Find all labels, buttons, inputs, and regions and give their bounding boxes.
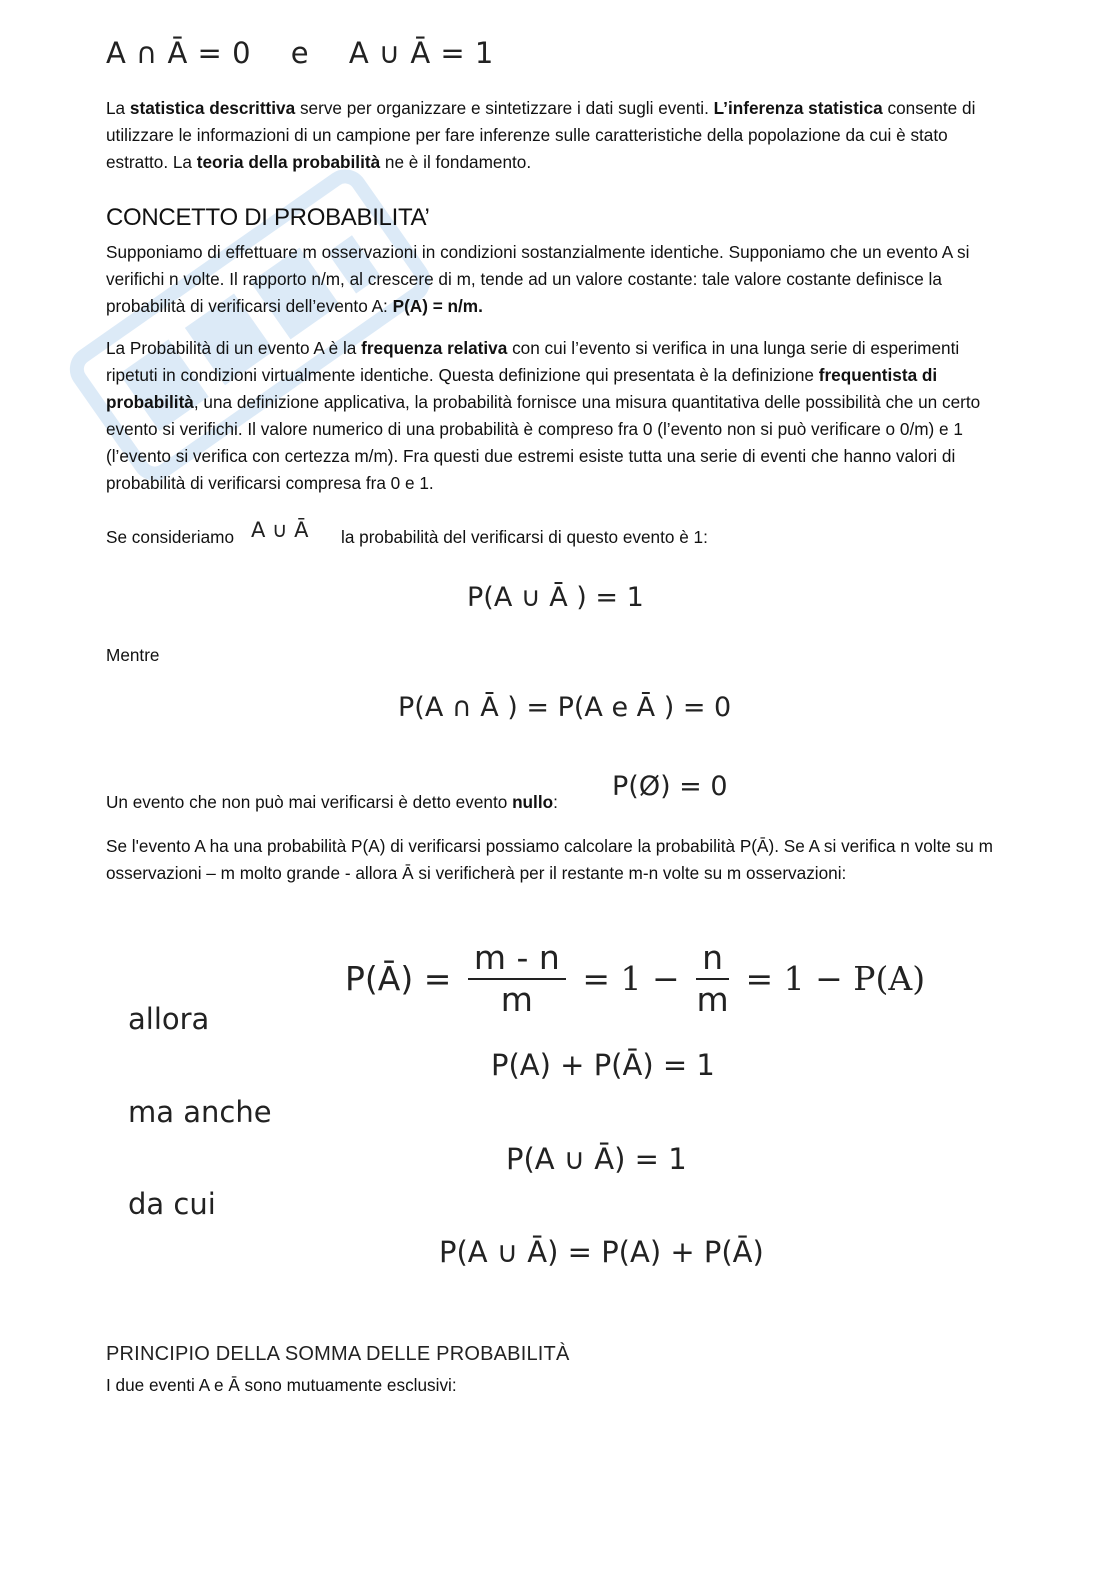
paragraph-complement: Se l'evento A ha una probabilità P(A) di verificarsi possiamo calcolare la probabilità P(Ā). Se A si verifica n volte su m osservazioni – m molto grande - allora Ā si verificherà per il restante m-n volte su m osservazioni: [106,836,993,883]
fraction-1-numerator: m - n [468,940,566,980]
frequentist-text-2: con cui l’evento si verifica in una lunga serie di esperimenti ripetuti in condizioni virtualmente identiche. Questa definizione qui presentata è la definizione [106,338,960,385]
frequentist-text-1: La Probabilità di un evento A è la [106,338,362,358]
top-formula [106,36,494,70]
equation-union-equals-sum: P(A ∪ Ā) = P(A) + P(Ā) [439,1235,764,1269]
derivation-fraction-formula [345,940,925,1018]
fraction-2-numerator: n [696,940,729,980]
intro-bold-3: teoria della probabilità [196,152,381,172]
top-formula-connector: e [290,36,310,70]
intro-text-1: La [106,98,130,118]
null-event-text [106,792,558,813]
section-heading-probability-concept: CONCETTO DI PROBABILITA’ [106,204,430,231]
equation-union-equals-one: P(A ∪ Ā) = 1 [506,1142,687,1176]
consider-text-2: la probabilità del verificarsi di questo evento è 1: [341,527,708,547]
paragraph-mutually-exclusive: I due eventi A e Ā sono mutuamente esclusivi: [106,1375,457,1395]
fraction-m-minus-n-over-m [468,940,566,1018]
paragraph-consider-union [106,518,1006,558]
null-event-colon: : [553,792,558,812]
intro-bold-2: L’inferenza statistica [713,98,883,118]
word-allora: allora [128,1002,210,1036]
consider-text-1: Se consideriamo [106,527,235,547]
frequentist-bold-1: frequenza relativa [361,338,508,358]
paragraph-frequentist [106,335,1006,497]
intro-bold-1: statistica descrittiva [129,98,296,118]
intro-text-4: ne è il fondamento. [380,152,532,172]
inline-union-formula: A ∪ Ā [251,518,309,542]
frequentist-text-3: , una definizione applicativa, la probabilità fornisce una misura quantitativa delle possibilità che un certo evento si verifichi. Il valore numerico di una probabilità è compreso fra 0 (l’evento non si può verificare o 0/m) e 1 (l’evento si verifica con certezza m/m). Fra questi due estremi esiste tutta una serie di eventi che hanno valori di probabilità di verificarsi compresa fra 0 e 1. [106,392,981,493]
fraction-1-denominator: m [500,980,533,1019]
intro-text-3: consente di utilizzare le informazioni di un campione per fare inferenze sulle caratteristiche della popolazione da cui è stato estratto. La [106,98,976,172]
null-event-text-1: Un evento che non può mai verificarsi è detto evento [106,792,513,812]
formula-intersection-probability: P(A ∩ Ā ) = P(A e Ā ) = 0 [398,692,732,723]
word-da-cui: da cui [128,1187,216,1221]
formula-union-probability: P(A ∪ Ā ) = 1 [467,582,644,613]
fraction-2-denominator: m [696,980,729,1019]
paragraph-definition [106,239,1006,320]
top-formula-left: A ∩ Ā = 0 [106,36,252,70]
derivation-middle: = 1 − [582,959,680,998]
equation-sum-equals-one: P(A) + P(Ā) = 1 [491,1048,715,1082]
paragraph-null-event [106,770,1006,820]
text-mentre: Mentre [106,645,160,665]
null-event-formula: P(Ø) = 0 [612,771,728,802]
fraction-n-over-m [696,940,729,1018]
intro-text-2: serve per organizzare e sintetizzare i dati sugli eventi. [295,98,714,118]
derivation-rhs: = 1 − P(A) [745,959,926,998]
definition-formula-bold: P(A) = n/m. [392,296,483,316]
section-heading-sum-principle: PRINCIPIO DELLA SOMMA DELLE PROBABILITÀ [106,1343,570,1365]
intro-paragraph [106,95,1006,176]
definition-text: Supponiamo di effettuare m osservazioni in condizioni sostanzialmente identiche. Supponiamo che un evento A si verifichi n volte. Il rapporto n/m, al crescere di m, tende ad un valore costante: tale valore costante definisce la probabilità di verificarsi dell’evento A: [106,242,970,316]
frequentist-bold-2: frequentista di probabilità [106,365,938,412]
derivation-lhs: P(Ā) = [345,959,452,998]
top-formula-right: A ∪ Ā = 1 [348,36,494,70]
null-event-bold: nullo [512,792,554,812]
word-ma-anche: ma anche [128,1095,272,1129]
